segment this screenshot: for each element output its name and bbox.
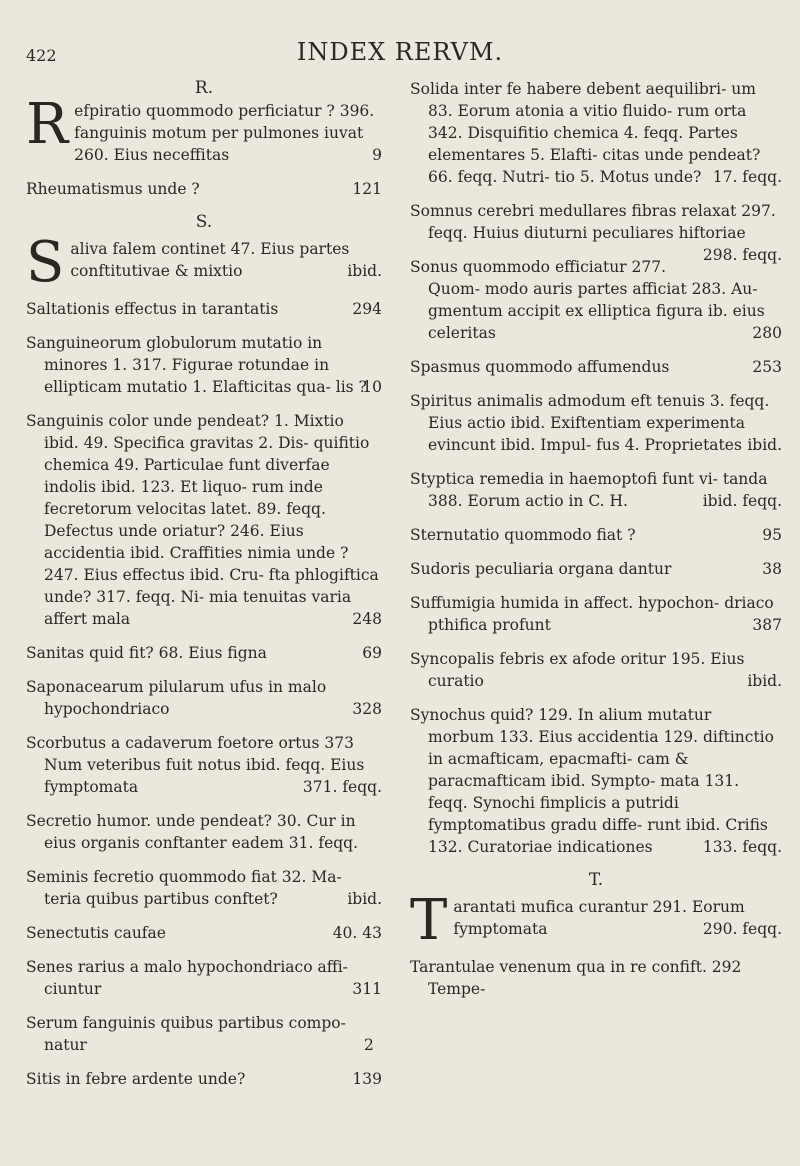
entry-page: 253 xyxy=(752,358,782,376)
index-entry xyxy=(26,676,382,720)
running-head: INDEX RERVM. xyxy=(296,38,504,66)
entry-text: Sanguinis color unde pendeat? 1. Mixtio ibid. 49. Specifica gravitas 2. Dis- quifitio chemica 49. Particulae funt diverfae indolis ibid. 123. Et liquo- rum inde fecretorum velocitas latet. 89. feqq. Defectus unde oriatur? 246. Eius accidentia ibid. Craffities nimia unde ? 247. Eius effectus ibid. Cru- fta phlogiftica unde? 317. feqq. Ni- mia tenuitas varia affert mala xyxy=(26,412,379,628)
entry-text: Synochus quid? 129. In alium mutatur morbum 133. Eius accidentia 129. diftinctio in acmafticam, epacmafti- cam & paracmafticam ibid. Sympto- mata 131. feqq. Synochi fimplicis a putridi fymptomatibus gradu diffe- runt ibid. Crifis 132. Curatoriae indicationes xyxy=(410,706,774,856)
index-entry xyxy=(410,888,782,953)
entry-text: Styptica remedia in haemoptofi funt vi- tanda 388. Eorum actio in C. H. xyxy=(410,470,768,510)
entry-page: ibid. feqq. xyxy=(702,492,782,510)
entry-page: 298. feqq. xyxy=(702,246,782,264)
index-entry xyxy=(26,410,382,630)
entry-text: Sudoris peculiaria organa dantur xyxy=(410,560,672,578)
page-number: 422 xyxy=(26,46,57,65)
entry-text: Saltationis effectus in tarantatis xyxy=(26,300,279,318)
entry-text: Sanguineorum globulorum mutatio in minores 1. 317. Figurae rotundae in ellipticam mutatio 1. Elafticitas qua- lis ? xyxy=(26,334,367,396)
entry-text: Suffumigia humida in affect. hypochon- driaco pthifica profunt xyxy=(410,594,774,634)
drop-cap-t: T xyxy=(410,888,448,953)
drop-cap-r: R xyxy=(26,92,69,157)
index-entry xyxy=(26,178,382,200)
index-entry xyxy=(26,810,382,854)
entry-text: Secretio humor. unde pendeat? 30. Cur in eius organis conftanter eadem 31. feqq. xyxy=(26,812,359,852)
entry-text: Spasmus quommodo affumendus xyxy=(410,358,670,376)
entry-text: Somnus cerebri medullares fibras relaxat 297. feqq. Huius diuturni peculiares hiftoriae xyxy=(410,202,776,242)
index-entry xyxy=(26,866,382,910)
entry-page: 10 xyxy=(362,378,382,396)
entry-page: 311 xyxy=(352,980,382,998)
index-entry xyxy=(410,648,782,692)
entry-page: ibid. xyxy=(747,672,782,690)
entry-text: efpiratio quommodo perficiatur ? 396. fanguinis motum per pulmones iuvat 260. Eius neceffitas xyxy=(74,102,375,164)
section-letter-s: S. xyxy=(195,212,213,232)
entry-page: 294 xyxy=(352,300,382,318)
entry-page: ibid. xyxy=(747,436,782,454)
index-entry xyxy=(26,92,382,166)
right-column xyxy=(410,78,782,1012)
entry-page: 38 xyxy=(762,560,782,578)
index-entry xyxy=(410,592,782,636)
index-entry xyxy=(26,922,382,944)
entry-page: 133. feqq. xyxy=(702,838,782,856)
index-entry xyxy=(410,704,782,858)
entry-page: 40. 43 xyxy=(332,924,382,942)
index-entry xyxy=(26,230,382,295)
entry-page: 371. feqq. xyxy=(302,778,382,796)
entry-text: Saponacearum pilularum ufus in malo hypochondriaco xyxy=(26,678,327,718)
index-entry xyxy=(26,1068,382,1090)
index-entry xyxy=(26,956,382,1000)
entry-text: Serum fanguinis quibus partibus compo- natur xyxy=(26,1014,346,1054)
index-entry xyxy=(410,200,782,264)
index-entry xyxy=(410,956,782,1000)
entry-text: Solida inter fe habere debent aequilibri- um 83. Eorum atonia a vitio fluido- rum orta 342. Disquifitio chemica 4. feqq. Partes elementares 5. Elafti- citas unde pendeat? 66. feqq. Nutri- tio 5. Motus unde? xyxy=(410,80,761,186)
section-letter-r: R. xyxy=(194,78,214,98)
entry-page: 95 xyxy=(762,526,782,544)
section-letter-t: T. xyxy=(588,870,604,890)
entry-text: Senes rarius a malo hypochondriaco affi- ciuntur xyxy=(26,958,348,998)
entry-page: 139 xyxy=(352,1070,382,1088)
index-entry xyxy=(26,732,382,798)
index-entry xyxy=(410,256,782,344)
entry-page: 9 xyxy=(372,146,382,164)
entry-page: 121 xyxy=(352,180,382,198)
entry-text: Senectutis caufae xyxy=(26,924,166,942)
page-header xyxy=(0,38,800,68)
entry-text: Sanitas quid fit? 68. Eius figna xyxy=(26,644,267,662)
index-entry xyxy=(26,332,382,398)
index-entry xyxy=(410,558,782,580)
entry-text: Sternutatio quommodo fiat ? xyxy=(410,526,636,544)
entry-text: arantati mufica curantur 291. Eorum fymptomata xyxy=(453,898,745,938)
entry-page: 387 xyxy=(752,616,782,634)
entry-page: 248 xyxy=(352,610,382,628)
entry-page: 290. feqq. xyxy=(702,920,782,938)
entry-text: Sonus quommodo efficiatur 277. Quom- modo auris partes afficiat 283. Au- gmentum accipit ex elliptica figura ib. eius celeritas xyxy=(410,258,765,342)
index-entry xyxy=(410,524,782,546)
index-entry xyxy=(410,78,782,188)
entry-text: Sitis in febre ardente unde? xyxy=(26,1070,246,1088)
index-entry xyxy=(410,356,782,378)
entry-page: 69 xyxy=(362,644,382,662)
index-entry xyxy=(26,298,382,320)
entry-text: Spiritus animalis admodum eft tenuis 3. feqq. Eius actio ibid. Exiftentiam experimenta evincunt ibid. Impul- fus 4. Proprietates xyxy=(410,392,770,454)
entry-text: Scorbutus a cadaverum foetore ortus 373 Num veteribus fuit notus ibid. feqq. Eius fymptomata xyxy=(26,734,365,796)
index-entry xyxy=(26,642,382,664)
entry-text: Seminis fecretio quommodo fiat 32. Ma- teria quibus partibus conftet? xyxy=(26,868,342,908)
index-entry xyxy=(410,390,782,456)
entry-page: 17. feqq. xyxy=(712,168,782,186)
entry-page: 328 xyxy=(352,700,382,718)
entry-text: Tarantulae venenum qua in re confift. 292 Tempe- xyxy=(410,958,742,998)
left-column xyxy=(26,78,382,1102)
drop-cap-s: S xyxy=(26,230,65,295)
entry-page: ibid. xyxy=(347,890,382,908)
entry-text: aliva falem continet 47. Eius partes conftitutivae & mixtio xyxy=(70,240,350,280)
index-entry: Serum fanguinis quibus partibus compo- natur 2 xyxy=(26,1014,374,1054)
entry-page: 280 xyxy=(752,324,782,342)
index-entry xyxy=(410,468,782,512)
entry-text: Syncopalis febris ex afode oritur 195. Eius curatio xyxy=(410,650,745,690)
entry-text: Rheumatismus unde ? xyxy=(26,180,200,198)
entry-page: ibid. xyxy=(347,262,382,280)
